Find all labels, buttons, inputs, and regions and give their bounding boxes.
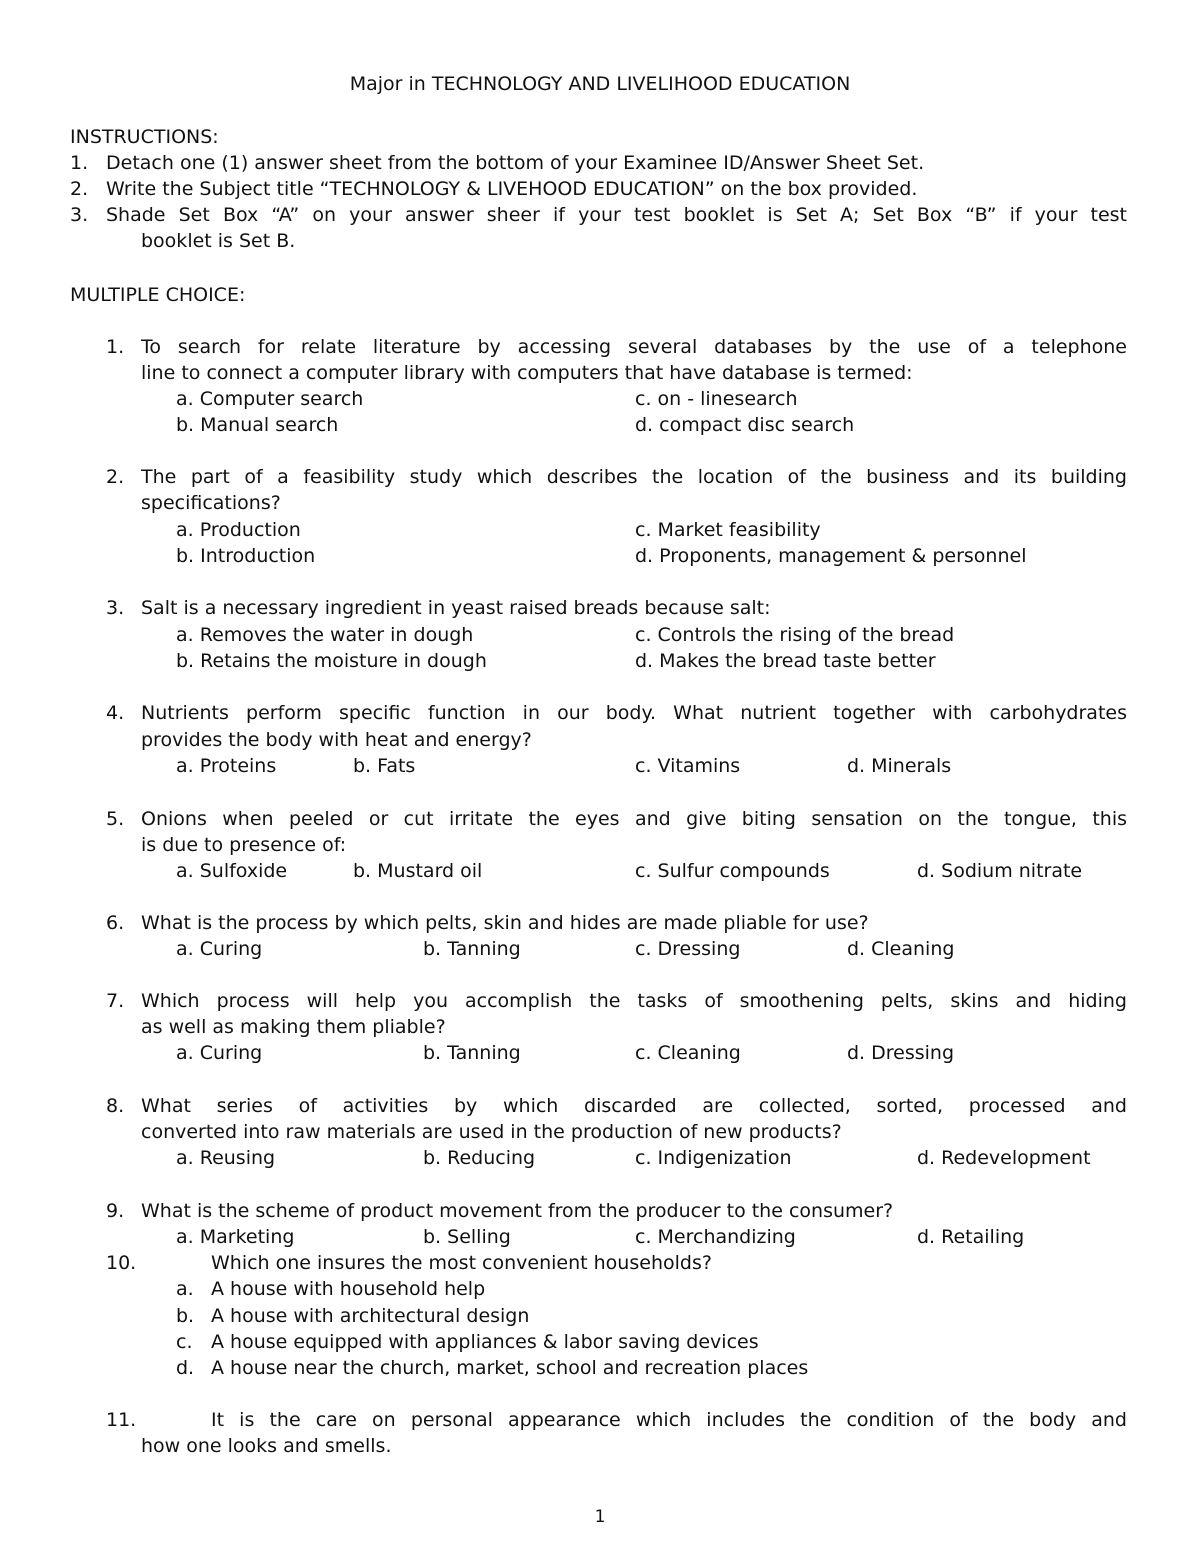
option-a: a. Curing <box>176 938 263 960</box>
option-a: a. Curing <box>176 1042 263 1064</box>
question-text: Onions when peeled or cut irritate the eyes and give biting sensation on the tongue, this <box>141 808 1127 830</box>
option-d: d. Redevelopment <box>917 1147 1091 1169</box>
option-c: c. Sulfur compounds <box>635 860 830 882</box>
instruction-text: Shade Set Box “A” on your answer sheer if your test booklet is Set A; Set Box “B” if your test <box>106 204 1127 226</box>
option-b: A house with architectural design <box>211 1305 530 1327</box>
option-c: c. Indigenization <box>635 1147 792 1169</box>
instruction-text: Detach one (1) answer sheet from the bottom of your Examinee ID/Answer Sheet Set. <box>106 152 925 174</box>
instructions-heading: INSTRUCTIONS: <box>70 126 219 148</box>
question-number: 9. <box>106 1200 125 1222</box>
option-d: A house near the church, market, school and recreation places <box>211 1357 809 1379</box>
option-a: a. Computer search <box>176 388 364 410</box>
option-b: b. Selling <box>423 1226 511 1248</box>
option-b: b. Introduction <box>176 545 316 567</box>
question-text: line to connect a computer library with computers that have database is termed: <box>141 362 913 384</box>
question-text: provides the body with heat and energy? <box>141 729 532 751</box>
option-letter: c. <box>176 1331 193 1353</box>
page-number: 1 <box>594 1507 606 1527</box>
question-text: specifications? <box>141 492 281 514</box>
option-c: c. on - linesearch <box>635 388 798 410</box>
question-number: 7. <box>106 990 125 1012</box>
multiple-choice-heading: MULTIPLE CHOICE: <box>70 284 246 306</box>
option-c: c. Cleaning <box>635 1042 741 1064</box>
option-c: c. Merchandizing <box>635 1226 796 1248</box>
question-text: Which process will help you accomplish the tasks of smoothening pelts, skins and hiding <box>141 990 1127 1012</box>
option-d: d. Minerals <box>847 755 952 777</box>
option-d: d. compact disc search <box>635 414 855 436</box>
option-a: A house with household help <box>211 1278 486 1300</box>
question-number: 10. <box>106 1252 137 1274</box>
option-letter: b. <box>176 1305 195 1327</box>
question-text: Salt is a necessary ingredient in yeast raised breads because salt: <box>141 597 771 619</box>
option-c: A house equipped with appliances & labor saving devices <box>211 1331 759 1353</box>
question-text: converted into raw materials are used in the production of new products? <box>141 1121 842 1143</box>
question-number: 11. <box>106 1409 137 1431</box>
question-text: Which one insures the most convenient households? <box>211 1252 712 1274</box>
option-c: c. Controls the rising of the bread <box>635 624 955 646</box>
option-c: c. Dressing <box>635 938 741 960</box>
option-a: a. Sulfoxide <box>176 860 288 882</box>
option-a: a. Marketing <box>176 1226 295 1248</box>
question-number: 8. <box>106 1095 125 1117</box>
option-letter: a. <box>176 1278 194 1300</box>
option-a: a. Proteins <box>176 755 277 777</box>
instruction-number: 3. <box>70 204 89 226</box>
option-letter: d. <box>176 1357 195 1379</box>
question-text: What is the process by which pelts, skin and hides are made pliable for use? <box>141 912 869 934</box>
option-b: b. Fats <box>353 755 416 777</box>
option-b: b. Reducing <box>423 1147 536 1169</box>
option-c: c. Market feasibility <box>635 519 821 541</box>
question-number: 1. <box>106 336 125 358</box>
question-number: 5. <box>106 808 125 830</box>
option-b: b. Manual search <box>176 414 339 436</box>
option-a: a. Reusing <box>176 1147 276 1169</box>
question-number: 3. <box>106 597 125 619</box>
question-text: The part of a feasibility study which describes the location of the business and its building <box>141 466 1127 488</box>
question-text: as well as making them pliable? <box>141 1016 446 1038</box>
question-number: 4. <box>106 702 125 724</box>
instruction-number: 2. <box>70 178 89 200</box>
instruction-text-continued: booklet is Set B. <box>141 230 296 252</box>
instruction-number: 1. <box>70 152 89 174</box>
instruction-text: Write the Subject title “TECHNOLOGY & LIVEHOOD EDUCATION” on the box provided. <box>106 178 918 200</box>
option-d: d. Cleaning <box>847 938 955 960</box>
option-d: d. Sodium nitrate <box>917 860 1083 882</box>
option-a: a. Production <box>176 519 301 541</box>
question-text: What is the scheme of product movement from the producer to the consumer? <box>141 1200 894 1222</box>
question-text: Nutrients perform specific function in our body. What nutrient together with carbohydrates <box>141 702 1127 724</box>
question-text: how one looks and smells. <box>141 1435 392 1457</box>
option-c: c. Vitamins <box>635 755 741 777</box>
page-title: Major in TECHNOLOGY AND LIVELIHOOD EDUCATION <box>349 73 851 95</box>
option-d: d. Dressing <box>847 1042 955 1064</box>
question-text: What series of activities by which discarded are collected, sorted, processed and <box>141 1095 1127 1117</box>
option-d: d. Makes the bread taste better <box>635 650 936 672</box>
question-number: 6. <box>106 912 125 934</box>
question-text: is due to presence of: <box>141 834 347 856</box>
option-a: a. Removes the water in dough <box>176 624 474 646</box>
option-b: b. Retains the moisture in dough <box>176 650 487 672</box>
option-b: b. Tanning <box>423 1042 521 1064</box>
question-number: 2. <box>106 466 125 488</box>
question-text: It is the care on personal appearance which includes the condition of the body and <box>211 1409 1127 1431</box>
option-b: b. Mustard oil <box>353 860 483 882</box>
option-b: b. Tanning <box>423 938 521 960</box>
option-d: d. Proponents, management & personnel <box>635 545 1027 567</box>
question-text: To search for relate literature by accessing several databases by the use of a telephone <box>141 336 1127 358</box>
option-d: d. Retailing <box>917 1226 1025 1248</box>
